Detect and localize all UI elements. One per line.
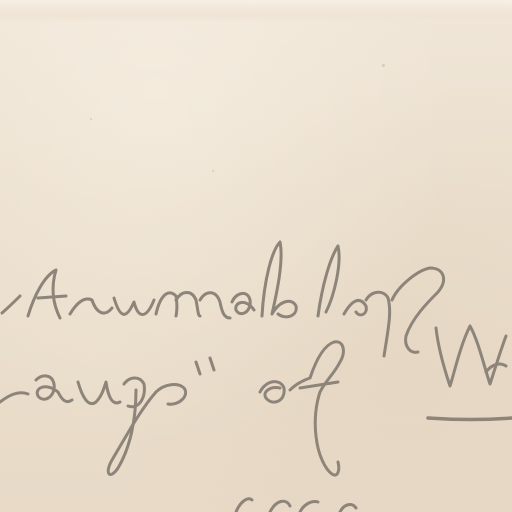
handwritten-line-1-text — [0, 276, 446, 324]
handwritten-line-2-text — [0, 356, 360, 408]
handwritten-line-3-partial — [236, 499, 356, 512]
handwritten-line-2-tail-text — [430, 326, 512, 396]
